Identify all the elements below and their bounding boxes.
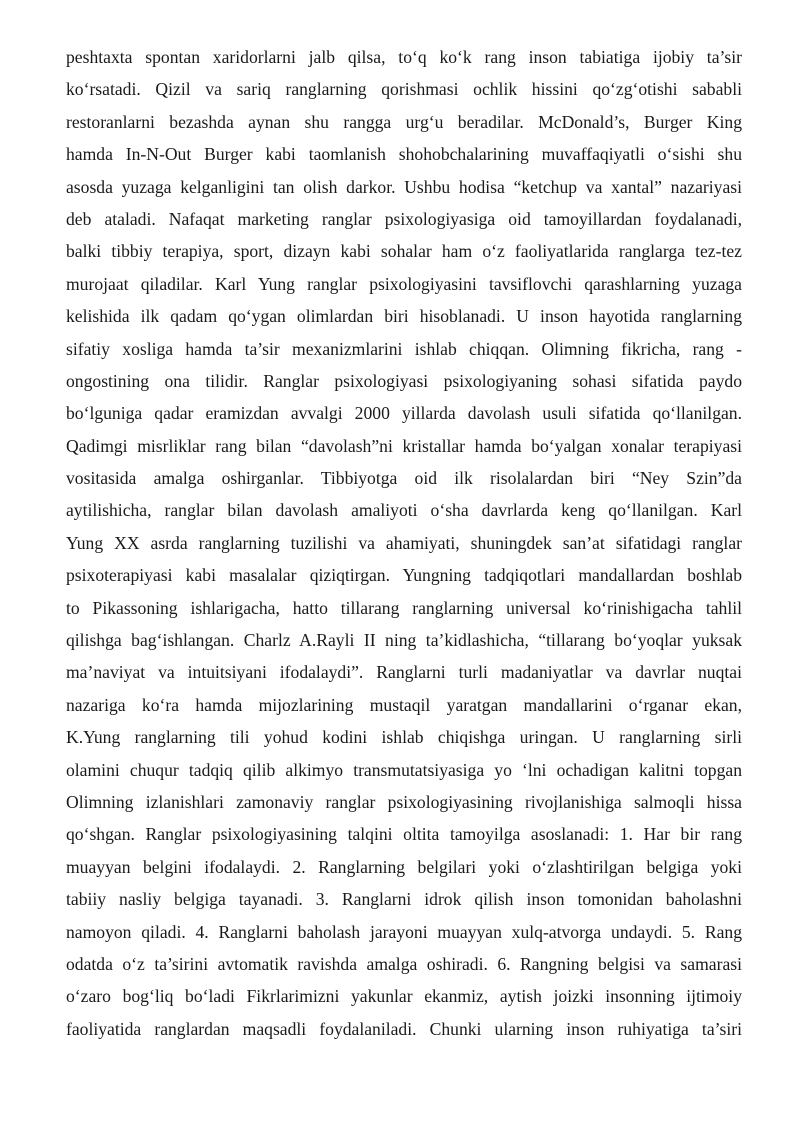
text-line: restoranlarni bezashda aynan shu rangga urg‘u beradilar. McDonald’s, Burger King xyxy=(66,111,742,132)
text-line: vositasida amalga oshirganlar. Tibbiyotga oid ilk risolalardan biri “Ney Szin”da xyxy=(66,468,742,489)
text-line: tabiiy nasliy belgiga tayanadi. 3. Ranglarni idrok qilish inson tomonidan baholashni xyxy=(66,889,742,910)
text-line: Qadimgi misrliklar rang bilan “davolash”ni kristallar hamda bo‘yalgan xonalar terapiyasi xyxy=(66,435,742,456)
text-line: o‘zaro bog‘liq bo‘ladi Fikrlarimizni yakunlar ekanmiz, aytish joizki insonning ijtimoiy xyxy=(66,986,742,1007)
text-line: Yung XX asrda ranglarning tuzilishi va ahamiyati, shuningdek san’at sifatidagi ranglar xyxy=(66,532,742,553)
text-line: nazariga ko‘ra hamda mijozlarining mustaqil yaratgan mandallarini o‘rganar ekan, xyxy=(66,694,742,715)
text-line: aytilishicha, ranglar bilan davolash amaliyoti o‘sha davrlarda keng qo‘llanilgan. Karl xyxy=(66,500,742,521)
text-line: K.Yung ranglarning tili yohud kodini ishlab chiqishga uringan. U ranglarning sirli xyxy=(66,727,742,748)
text-line: faoliyatida ranglardan maqsadli foydalaniladi. Chunki ularning inson ruhiyatiga ta’siri xyxy=(66,1018,742,1039)
text-line: namoyon qiladi. 4. Ranglarni baholash jarayoni muayyan xulq-atvorga undaydi. 5. Rang xyxy=(66,921,742,942)
text-line: kelishida ilk qadam qo‘ygan olimlardan biri hisoblanadi. U inson hayotida ranglarning xyxy=(66,306,742,327)
text-line: murojaat qiladilar. Karl Yung ranglar psixologiyasini tavsiflovchi qarashlarning yuzaga xyxy=(66,273,742,294)
text-line: asosda yuzaga kelganligini tan olish darkor. Ushbu hodisa “ketchup va xantal” nazariyasi xyxy=(66,176,742,197)
text-line: bo‘lguniga qadar eramizdan avvalgi 2000 yillarda davolash usuli sifatida qo‘llanilgan. xyxy=(66,403,742,424)
text-line: ko‘rsatadi. Qizil va sariq ranglarning qorishmasi ochlik hissini qo‘zg‘otishi sababli xyxy=(66,79,742,100)
text-line: deb ataladi. Nafaqat marketing ranglar psixologiyasiga oid tamoyillardan foydalanadi, xyxy=(66,208,742,229)
body-paragraph xyxy=(66,41,742,1045)
text-line: peshtaxta spontan xaridorlarni jalb qilsa, to‘q ko‘k rang inson tabiatiga ijobiy ta’sir xyxy=(66,47,742,67)
text-line: Olimning izlanishlari zamonaviy ranglar psixologiyasining rivojlanishiga salmoqli hissa xyxy=(66,791,742,812)
text-line: balki tibbiy terapiya, sport, dizayn kabi sohalar ham o‘z faoliyatlarida ranglarga tez-tez xyxy=(66,241,742,262)
text-line: muayyan belgini ifodalaydi. 2. Ranglarning belgilari yoki o‘zlashtirilgan belgiga yoki xyxy=(66,856,742,877)
text-line: qo‘shgan. Ranglar psixologiyasining talqini oltita tamoyilga asoslanadi: 1. Har bir rang xyxy=(66,824,742,845)
text-line: ongostining ona tilidir. Ranglar psixologiyasi psixologiyaning sohasi sifatida paydo xyxy=(66,370,742,391)
text-line: psixoterapiyasi kabi masalalar qiziqtirgan. Yungning tadqiqotlari mandallardan boshlab xyxy=(66,565,742,586)
text-line: sifatiy xosliga hamda ta’sir mexanizmlarini ishlab chiqqan. Olimning fikricha, rang - xyxy=(66,338,742,359)
text-line: odatda o‘z ta’sirini avtomatik ravishda amalga oshiradi. 6. Rangning belgisi va samarasi xyxy=(66,953,742,974)
text-line: qilishga bag‘ishlangan. Charlz A.Rayli II ning ta’kidlashicha, “tillarang bo‘yoqlar yuksak xyxy=(66,630,742,651)
text-line: hamda In-N-Out Burger kabi taomlanish shohobchalarining muvaffaqiyatli o‘sishi shu xyxy=(66,144,742,165)
text-line: olamini chuqur tadqiq qilib alkimyo transmutatsiyasiga yo ‘lni ochadigan kalitni topgan xyxy=(66,759,742,780)
text-line: ma’naviyat va intuitsiyani ifodalaydi”. Ranglarni turli madaniyatlar va davrlar nuqtai xyxy=(66,662,742,683)
text-line: to Pikassoning ishlarigacha, hatto tillarang ranglarning universal ko‘rinishigacha tahlil xyxy=(66,597,742,618)
